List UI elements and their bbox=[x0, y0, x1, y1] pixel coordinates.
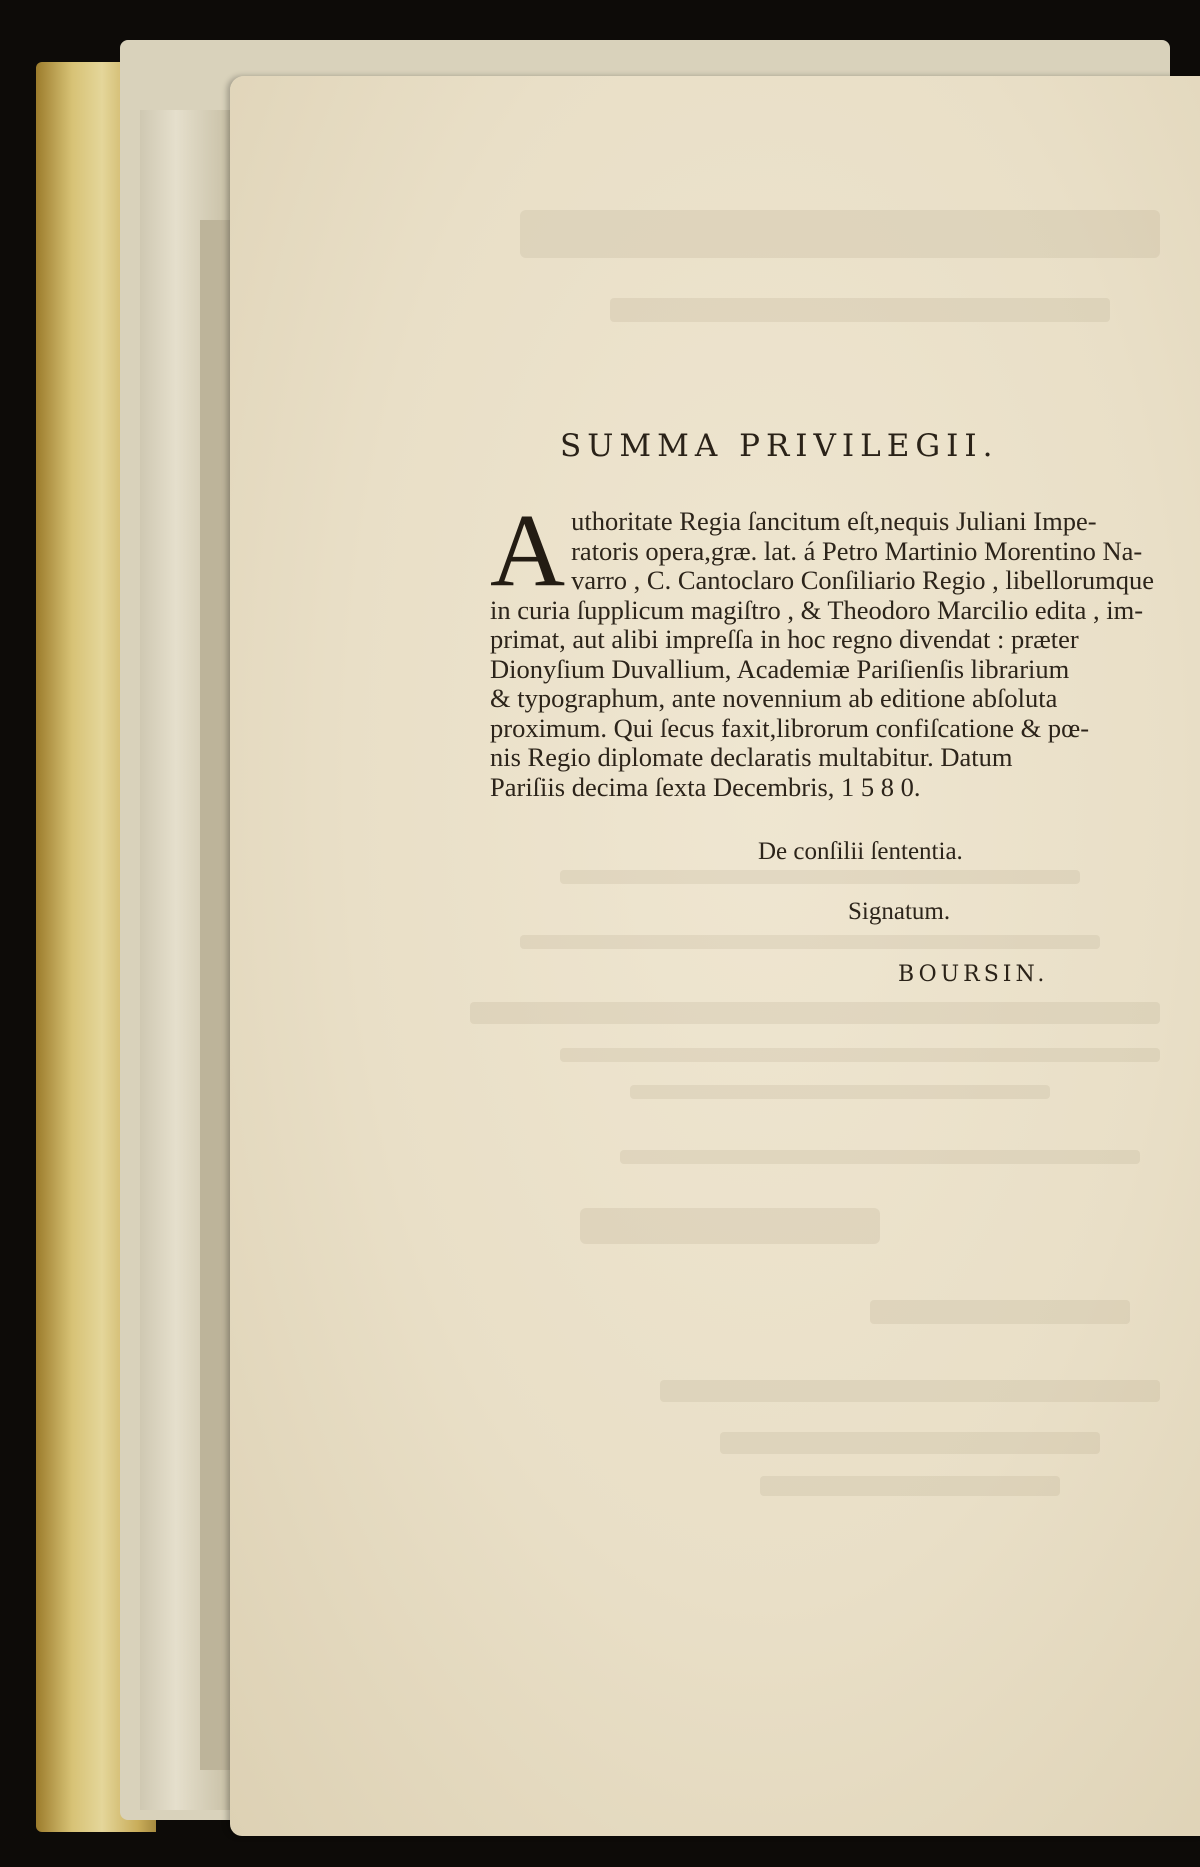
consilium-line: De conſilii ſententia. bbox=[758, 838, 963, 865]
text-line: Dionyſium Duvallium, Academiæ Pariſienſis librarium bbox=[490, 653, 1070, 684]
text-line: uthoritate Regia ſancitum eſt,nequis Juliani Impe- bbox=[571, 506, 1097, 536]
privilege-text bbox=[490, 493, 1154, 802]
text-line: Pariſiis decima ſexta Decembris, 1 5 8 0. bbox=[490, 771, 921, 802]
signatum-line: Signatum. bbox=[848, 898, 951, 925]
signer-name: BOURSIN. bbox=[898, 962, 1049, 987]
drop-cap: A bbox=[490, 493, 566, 608]
text-line: in curia ſupplicum magiſtro , & Theodoro Marcilio edita , im- bbox=[490, 594, 1144, 625]
text-line: nis Regio diplomate declaratis multabitur. Datum bbox=[490, 742, 1013, 772]
text-line: proximum. Qui ſecus faxit,librorum confiſcatione & pœ- bbox=[490, 712, 1090, 743]
page-title: SUMMA PRIVILEGII. bbox=[560, 428, 999, 464]
text-line: & typographum, ante novennium ab editione abſoluta bbox=[490, 683, 1058, 713]
text-line: varro , C. Cantoclaro Conſiliario Regio , libellorumque bbox=[571, 565, 1154, 595]
text-line: primat, aut alibi impreſſa in hoc regno divendat : præter bbox=[490, 624, 1079, 654]
text-line: ratoris opera,græ. lat. á Petro Martinio Morentino Na- bbox=[571, 535, 1143, 566]
